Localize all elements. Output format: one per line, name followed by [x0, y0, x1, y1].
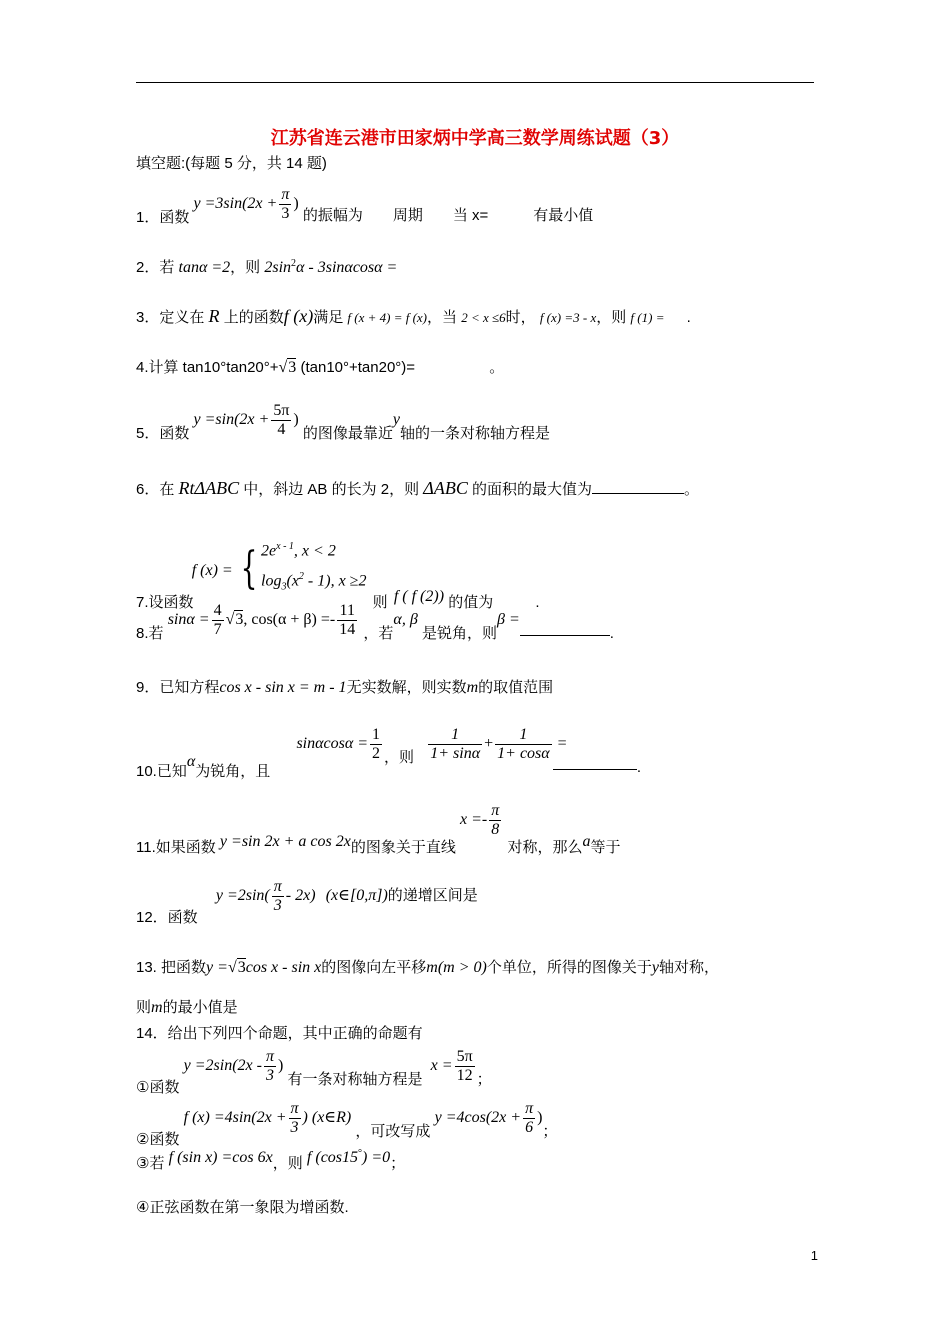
question-5: 5．函数 y =sin(2x + $\frac{5\pi}{4}$ ) 的图像最靠近y轴的一条对称轴方程是 [136, 402, 551, 443]
section-intro: 填空题:(每题 5 分，共 14 题) [136, 155, 327, 172]
question-1: 1．函数 y =3sin(2x + $\frac{\pi}{3}$ ) 的振幅为 周期 当 x= 有最小值 [136, 186, 594, 226]
question-14-intro: 14．给出下列四个命题，其中正确的命题有 [136, 1025, 423, 1042]
question-12: 12．函数 y =2sin( $\frac{\pi}{3}$ - 2x) (x∈[0,π])的递增区间是 [136, 878, 478, 927]
proposition-1: ①函数 y =2sin(2x - $\frac{\pi}{3}$ ) 有一条对称轴方程是 x = $\frac{5\pi}{12}$ ； [136, 1048, 492, 1097]
page-number: 1 [810, 1248, 818, 1263]
question-3: 3．定义在 R 上的函数f (x)满足 f (x + 4) = f (x)，当 2 < x ≤6时， f (x) =3 - x，则 f (1) = . [136, 306, 691, 326]
question-4: 4.计算 tan10°tan20°+√3 (tan10°+tan20°)= 。 [136, 359, 505, 376]
question-9: 9．已知方程cos x - sin x = m - 1无实数解，则实数m的取值范围 [136, 679, 554, 696]
question-11: 11.如果函数 y =sin 2x + a cos 2x的图象关于直线 x =- $\frac{\pi}{8}$ 对称，那么a等于 [136, 802, 621, 857]
header-rule [136, 82, 814, 83]
question-13: 13. 把函数y =√3cos x - sin x的图像向左平移m(m > 0)个单位，所得的图像关于y轴对称， [136, 959, 719, 976]
proposition-4: ④正弦函数在第一象限为增函数. [136, 1199, 349, 1216]
question-7: 7.设函数 f (x) = { $2e^{x - 1}$, x < 2 $\log_3(x^2 - 1)$, x ≥2 则 f ( f (2)) 的值为 . [136, 541, 540, 612]
proposition-3: ③若 f (sin x) =cos 6x，则 f (cos15°) =0； [136, 1148, 406, 1172]
question-6: 6．在 RtΔABC 中，斜边 AB 的长为 2，则 ΔABC 的面积的最大值为 。 [136, 478, 700, 498]
proposition-2: ②函数 f (x) =4sin(2x + $\frac{\pi}{3}$ ) (x∈R) ，可改写成 y =4cos(2x + $\frac{\pi}{6}$ )； [136, 1100, 558, 1149]
question-10: 10.已知α为锐角，且 sinαcosα = $\frac{1}{2}$ ，则 $\frac{1}{1+ \sin\alpha}$ + $\frac{1}{1+ \cos\alpha}$ = . [136, 726, 642, 781]
question-8: 8.若 sinα = $\frac{4}{7}$ √3, cos(α + β) =- $\frac{11}{14}$ ，若α, β 是锐角，则β =. [136, 602, 614, 643]
page-title: 江苏省连云港市田家炳中学高三数学周练试题（3） [270, 128, 680, 149]
question-13-line2: 则m的最小值是 [136, 999, 238, 1016]
question-2: 2．若 tanα =2，则 $2\sin^2\alpha - 3\sin\alpha\cos\alpha$ = [136, 258, 398, 276]
